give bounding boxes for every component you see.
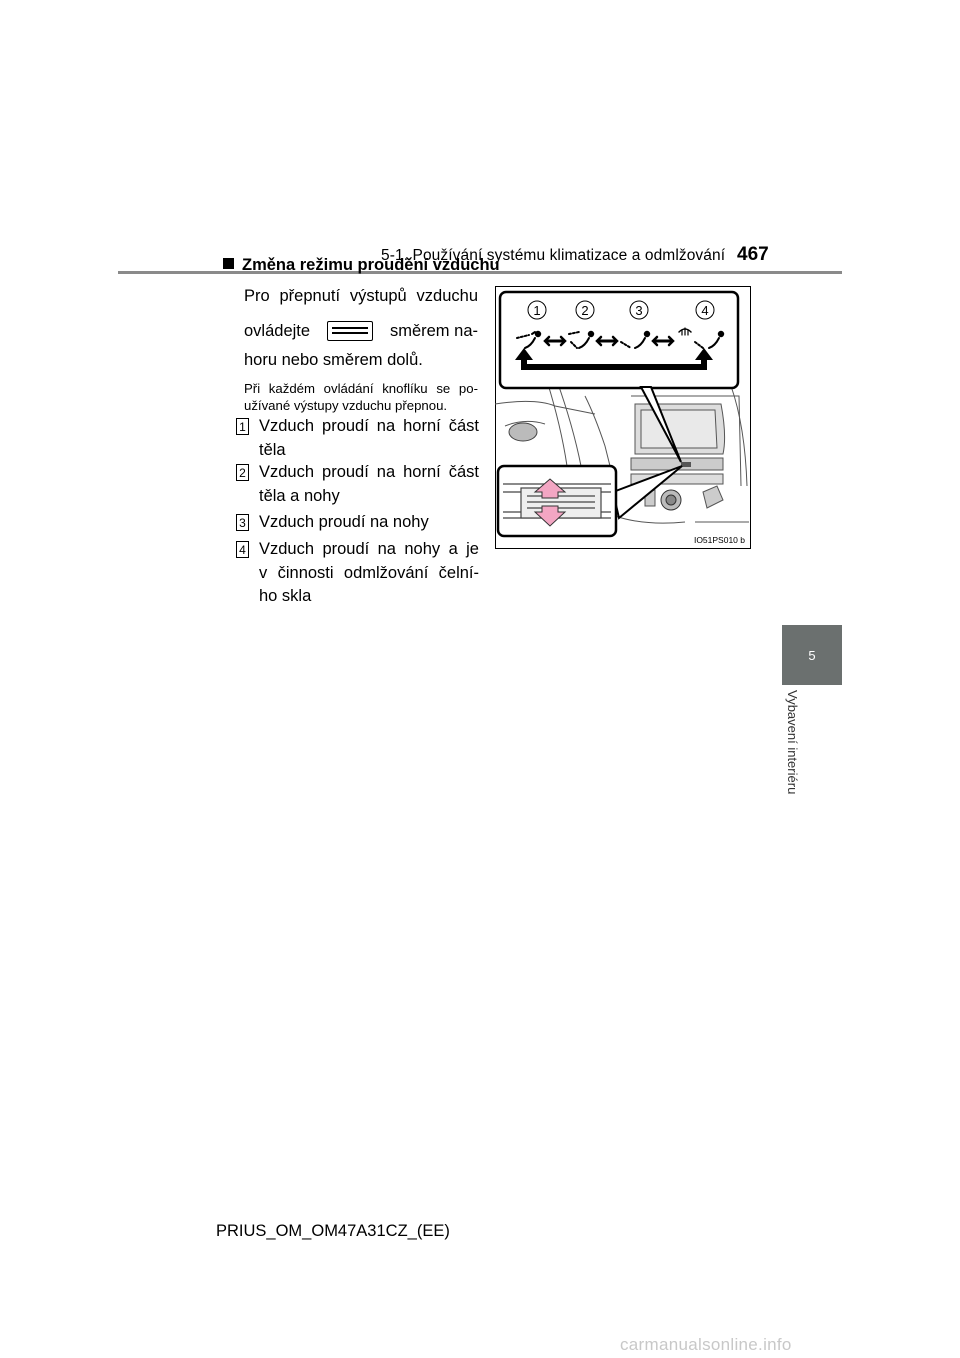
item-number-2: 2 [236,464,249,481]
figure-label-3: 3 [635,303,643,318]
intro-line-3: horu nebo směrem dolů. [244,351,423,369]
item-4-line-2: v činnosti odmlžování čelní- [259,563,479,582]
chapter-title: Vybavení interiéru [785,690,800,795]
footer-doc-code: PRIUS_OM_OM47A31CZ_(EE) [216,1222,450,1240]
mode-lever-icon [327,321,373,341]
intro-paragraph-line-3 [244,346,478,374]
page-number: 467 [737,244,769,265]
intro-line-1: Pro přepnutí výstupů vzduchu [244,287,478,305]
figure-label-4: 4 [701,303,709,318]
item-1 [259,415,479,462]
intro-line-2a: ovládejte [244,322,311,340]
item-1-line-2: těla [259,440,286,459]
dashboard-figure [495,286,751,549]
intro-line-2b: směrem na- [389,322,478,340]
item-number-3: 3 [236,514,249,531]
item-4-line-1: Vzduch proudí na nohy a je [259,540,479,558]
figure-label-1: 1 [533,303,541,318]
item-2-line-2: těla a nohy [259,486,340,505]
chapter-tab [782,625,842,685]
dashboard-illustration [495,286,751,549]
figure-label-2: 2 [581,303,589,318]
item-3 [259,511,479,535]
intro-paragraph [244,282,478,310]
item-4-line-3: ho skla [259,587,312,605]
section-heading-text: Změna režimu proudění vzduchu [242,256,500,274]
chapter-number: 5 [808,647,816,663]
section-heading [223,256,500,275]
item-number-1: 1 [236,418,249,435]
item-1-line-1: Vzduch proudí na horní část [259,417,479,435]
intro-paragraph-line-2 [244,317,478,345]
watermark-text: carmanualsonline.info [620,1335,792,1354]
note-line-2: užívané výstupy vzduchu přepnou. [244,398,448,413]
square-bullet-icon [223,258,234,269]
header-section-title: 5-1. Používání systému klimatizace a odmlžování [381,247,726,264]
note-text [244,380,478,414]
item-3-line-1: Vzduch proudí na nohy [259,513,429,531]
item-2-line-1: Vzduch proudí na horní část [259,463,479,481]
chapter-side-label [777,690,817,820]
item-number-4: 4 [236,541,249,558]
note-line-1: Při každém ovládání knoflíku se po- [244,381,478,396]
item-2 [259,461,479,508]
figure-code: IO51PS010 b [693,535,745,545]
item-4 [259,538,479,609]
